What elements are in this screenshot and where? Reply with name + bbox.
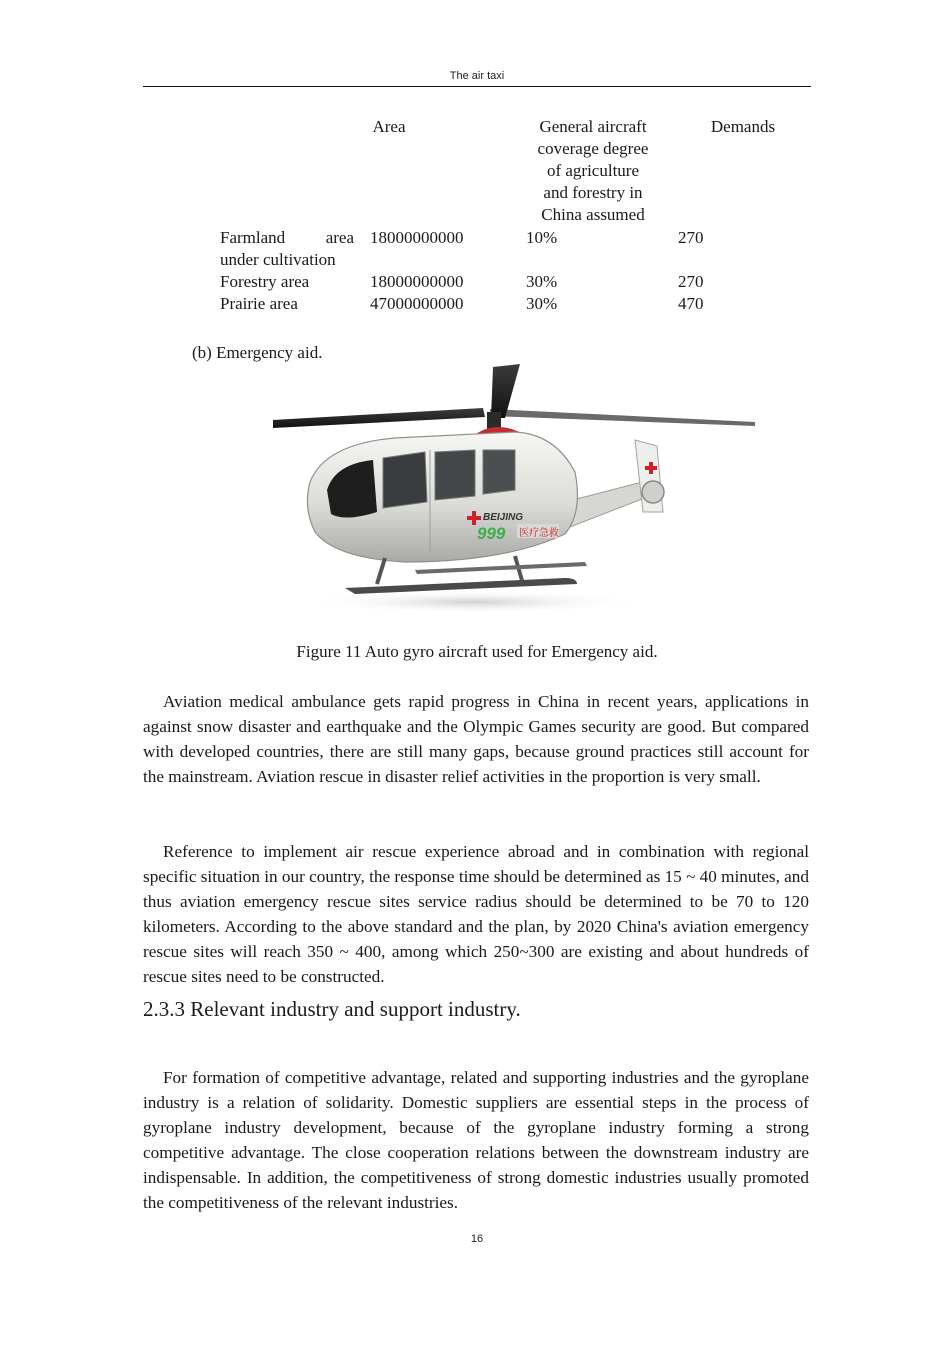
landing-skid-far <box>415 562 587 574</box>
row-area: 18000000000 <box>370 272 464 291</box>
livery-number: 999 <box>477 524 506 543</box>
paragraph: For formation of competitive advantage, related and supporting industries and the gyroplane industry is a relation of solidarity. Domestic suppliers are essential steps in the process of gyroplane industry development, because of the gyroplane industry forming a strong competitive advantage. The close cooperation relations between the downstream industry are indispensable. In addition, the competitiveness of strong domestic industries usually promoted the competitiveness of the relevant industries. <box>143 1068 809 1212</box>
figure-caption: Figure 11 Auto gyro aircraft used for Emergency aid. <box>296 642 658 661</box>
row-name: Prairie area <box>220 294 298 313</box>
row-demands: 270 <box>678 228 704 247</box>
row-coverage: 30% <box>526 272 558 291</box>
row-coverage: 30% <box>526 294 558 313</box>
helicopter-figure <box>265 362 760 617</box>
coverage-header-line: China assumed <box>541 205 645 224</box>
helicopter-image <box>265 362 760 617</box>
coverage-header-line: coverage degree <box>537 139 649 158</box>
row-demands: 270 <box>678 272 704 291</box>
col-header-demands: Demands <box>710 117 776 136</box>
row-name-cont: under cultivation <box>220 250 336 269</box>
livery-cn: 医疗急救 <box>519 528 559 539</box>
fuselage-cross-h <box>467 516 481 520</box>
page-number: 16 <box>470 1233 484 1245</box>
col-header-coverage <box>510 116 676 226</box>
coverage-header-line: of agriculture <box>546 161 640 180</box>
side-window-front <box>383 452 427 508</box>
row-area: 47000000000 <box>370 294 464 313</box>
paragraph: Aviation medical ambulance gets rapid progress in China in recent years, applications in against snow disaster and earthquake and the Olympic Games security are good. But compared with developed countries, there are still many gaps, because ground practices still account for the mainstream. Aviation rescue in disaster relief activities in the proportion is very small. <box>143 692 809 786</box>
side-window-rear <box>483 450 515 494</box>
paragraph: Reference to implement air rescue experience abroad and in combination with regional specific situation in our country, the response time should be determined as 15 ~ 40 minutes, and thus aviation emergency rescue sites service radius should be determined to be 70 to 120 kilometers. According to the above standard and the plan, by 2020 China's aviation emergency rescue sites will reach 350 ~ 400, among which 250~300 are existing and about hundreds of rescue sites need to be constructed. <box>143 842 809 986</box>
coverage-header-line: and forestry in <box>543 183 643 202</box>
gear-strut-front <box>377 558 385 584</box>
gear-strut-rear <box>515 556 523 584</box>
section-heading: 2.3.3 Relevant industry and support industry. <box>143 997 521 1021</box>
col-header-area: Area <box>372 117 406 136</box>
tail-cross-h <box>645 466 657 470</box>
row-name: Farmland area <box>220 228 354 247</box>
running-head: The air taxi <box>449 70 505 82</box>
subsection-label: (b) Emergency aid. <box>192 343 323 362</box>
row-coverage: 10% <box>526 228 558 247</box>
side-window-mid <box>435 450 475 500</box>
row-area: 18000000000 <box>370 228 464 247</box>
row-name: Forestry area <box>220 272 310 291</box>
header-rule <box>143 86 811 87</box>
rotor-blade-right <box>490 409 755 426</box>
rotor-blade-rear <box>491 364 520 418</box>
row-demands: 470 <box>678 294 704 313</box>
livery-brand: BEIJING <box>483 512 524 523</box>
coverage-header-line: General aircraft <box>539 117 647 136</box>
fenestron <box>642 481 664 503</box>
rotor-blade-left <box>273 408 485 428</box>
